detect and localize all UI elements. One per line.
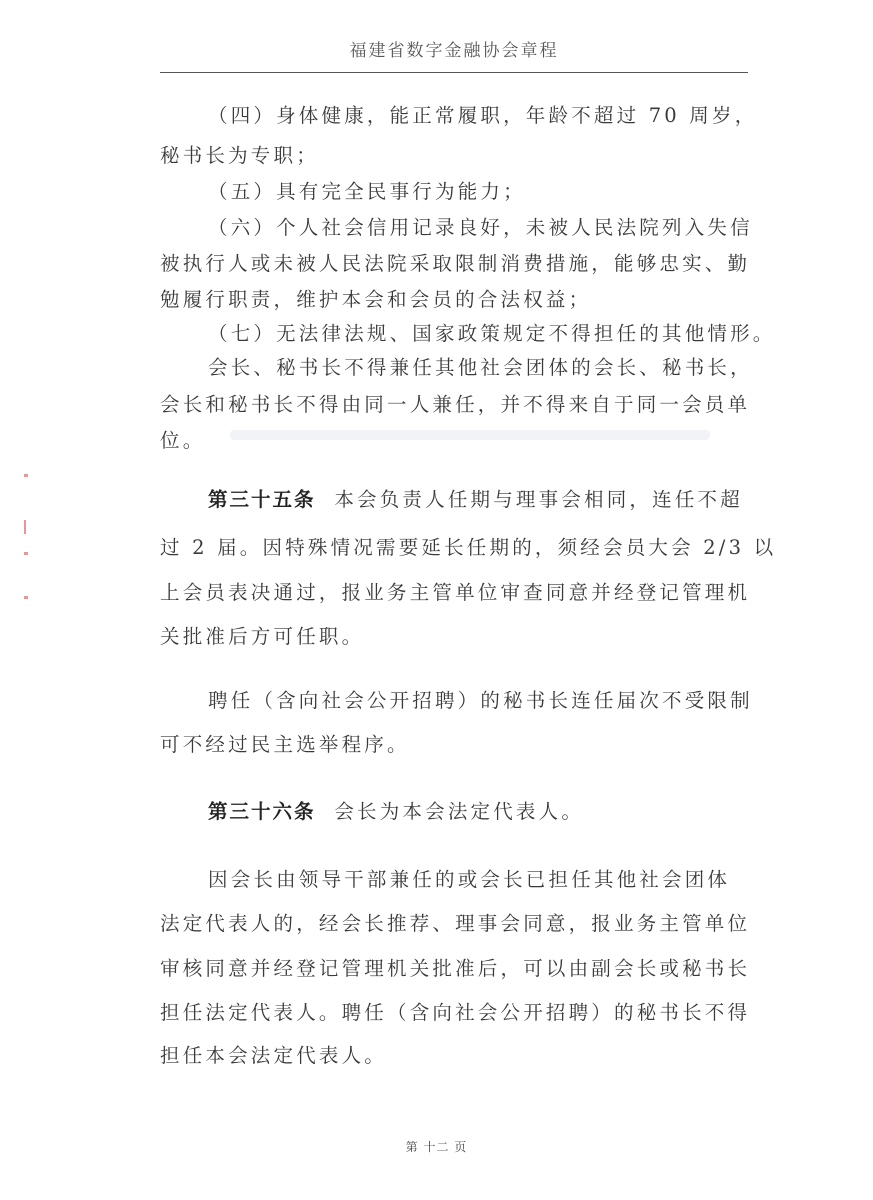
text-line: 勉履行职责，维护本会和会员的合法权益；	[160, 288, 592, 311]
text-line: 可不经过民主选举程序。	[160, 733, 410, 756]
text-line: （四）身体健康，能正常履职，年龄不超过 70 周岁，	[208, 104, 758, 127]
text-line: 审核同意并经登记管理机关批准后，可以由副会长或秘书长	[160, 957, 751, 980]
margin-mark	[24, 552, 28, 555]
text-line: 被执行人或未被人民法院采取限制消费措施，能够忠实、勤	[160, 252, 751, 275]
text-line: 位。	[160, 429, 206, 452]
margin-mark	[24, 474, 28, 477]
text-line: （七）无法律法规、国家政策规定不得担任的其他情形。	[208, 322, 776, 345]
text-line: 本会负责人任期与理事会相同，连任不超	[334, 488, 743, 511]
text-line: 担任本会法定代表人。	[160, 1044, 388, 1067]
text-line: 秘书长为专职；	[160, 144, 319, 167]
text-line: （六）个人社会信用记录良好，未被人民法院列入失信	[208, 216, 753, 239]
text-line: 法定代表人的，经会长推荐、理事会同意，报业务主管单位	[160, 912, 751, 935]
text-line: 聘任（含向社会公开招聘）的秘书长连任届次不受限制	[208, 689, 753, 712]
text-line: 会长为本会法定代表人。	[334, 800, 585, 823]
text-line: 担任法定代表人。聘任（含向社会公开招聘）的秘书长不得	[160, 1001, 751, 1024]
margin-mark	[24, 520, 26, 534]
header-divider	[160, 72, 748, 73]
article-36-line	[208, 799, 750, 825]
text-line: 关批准后方可任职。	[160, 625, 365, 648]
article-35-heading: 第三十五条	[208, 488, 316, 511]
page-number: 第 十二 页	[405, 1140, 468, 1154]
page-header-title: 福建省数字金融协会章程	[349, 41, 559, 61]
text-line: 会长和秘书长不得由同一人兼任，并不得来自于同一会员单	[160, 393, 751, 416]
text-line: （五）具有完全民事行为能力；	[208, 180, 526, 203]
text-line: 因会长由领导干部兼任的或会长已担任其他社会团体	[208, 868, 731, 891]
article-36-heading: 第三十六条	[208, 800, 316, 823]
margin-mark	[24, 596, 28, 599]
text-line: 会长、秘书长不得兼任其他社会团体的会长、秘书长，	[208, 356, 753, 379]
article-35-line	[208, 487, 750, 513]
text-line: 上会员表决通过，报业务主管单位审查同意并经登记管理机	[160, 581, 751, 604]
text-line: 过 2 届。因特殊情况需要延长任期的，须经会员大会 2/3 以	[160, 536, 777, 559]
